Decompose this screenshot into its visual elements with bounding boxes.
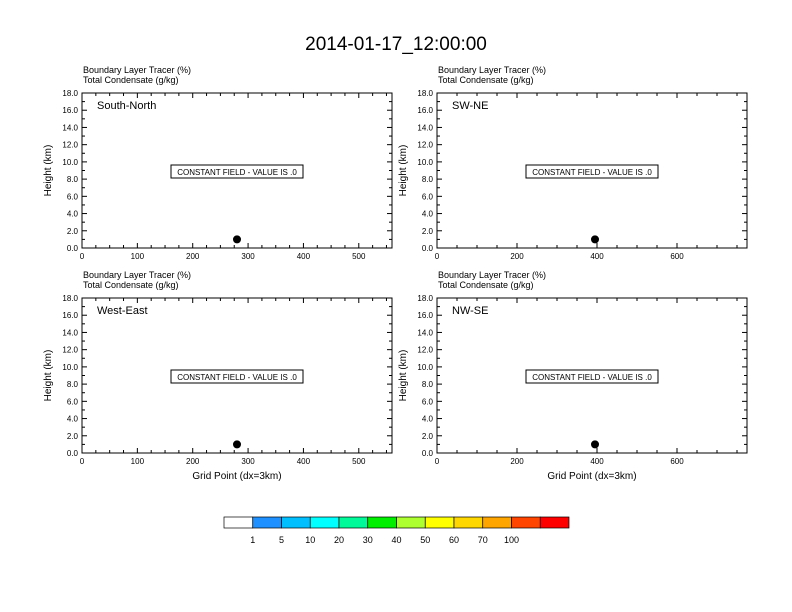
- panel-3: [43, 270, 392, 482]
- x-axis-label: Grid Point (dx=3km): [192, 471, 282, 482]
- colorbar-segment: [483, 517, 512, 528]
- panel-4: [398, 270, 747, 482]
- x-tick-label: 300: [241, 252, 255, 261]
- x-tick-label: 500: [352, 457, 366, 466]
- x-tick-label: 300: [241, 457, 255, 466]
- y-tick-label: 0.0: [421, 449, 433, 458]
- data-point: [233, 235, 241, 243]
- y-tick-label: 14.0: [417, 328, 433, 338]
- y-tick-label: 0.0: [66, 449, 78, 458]
- panel-header-line: Total Condensate (g/kg): [438, 280, 534, 290]
- colorbar-segment: [425, 517, 454, 528]
- y-tick-label: 10.0: [62, 157, 78, 167]
- y-tick-label: 8.0: [66, 175, 78, 185]
- x-tick-label: 400: [590, 252, 604, 261]
- panel-header-line: Total Condensate (g/kg): [83, 75, 179, 85]
- message-text: CONSTANT FIELD - VALUE IS .0: [177, 373, 297, 382]
- x-tick-label: 400: [296, 252, 311, 261]
- colorbar-label: 40: [391, 535, 402, 545]
- y-tick-label: 6.0: [66, 192, 78, 202]
- y-tick-label: 16.0: [417, 311, 433, 321]
- y-tick-label: 16.0: [417, 106, 433, 116]
- y-tick-label: 2.0: [421, 431, 433, 441]
- x-tick-label: 200: [510, 252, 524, 261]
- y-tick-label: 4.0: [66, 414, 78, 424]
- y-tick-label: 4.0: [66, 209, 78, 219]
- y-tick-label: 12.0: [62, 140, 78, 150]
- x-tick-label: 0: [434, 252, 440, 261]
- y-tick-label: 4.0: [421, 209, 433, 219]
- x-tick-label: 400: [296, 457, 311, 466]
- y-axis-label: Height (km): [43, 144, 54, 197]
- colorbar-segment: [512, 517, 541, 528]
- x-tick-label: 0: [434, 457, 440, 466]
- colorbar-label: 70: [477, 535, 488, 545]
- data-point: [233, 440, 241, 448]
- figure-title: 2014-01-17_12:00:00: [305, 34, 487, 55]
- panel-2: [398, 65, 747, 261]
- x-axis-label: Grid Point (dx=3km): [547, 471, 637, 482]
- colorbar: [224, 517, 569, 545]
- message-text: CONSTANT FIELD - VALUE IS .0: [532, 168, 652, 177]
- colorbar-segment: [282, 517, 311, 528]
- colorbar-label: 100: [503, 535, 520, 545]
- x-tick-label: 600: [670, 252, 684, 261]
- y-tick-label: 0.0: [421, 244, 433, 253]
- colorbar-segment: [397, 517, 426, 528]
- x-tick-label: 200: [186, 457, 200, 466]
- y-tick-label: 6.0: [66, 397, 78, 407]
- colorbar-label: 1: [250, 535, 256, 545]
- panel-header-line: Boundary Layer Tracer (%): [438, 270, 547, 280]
- y-tick-label: 8.0: [421, 175, 433, 185]
- y-tick-label: 12.0: [417, 140, 433, 150]
- y-tick-label: 14.0: [62, 328, 78, 338]
- colorbar-segment: [310, 517, 339, 528]
- panel-header-line: Total Condensate (g/kg): [438, 75, 534, 85]
- x-tick-label: 100: [130, 252, 145, 261]
- x-tick-label: 0: [79, 252, 85, 261]
- y-tick-label: 18.0: [62, 89, 78, 98]
- y-tick-label: 8.0: [66, 380, 78, 390]
- panel-header-line: Boundary Layer Tracer (%): [83, 270, 192, 280]
- y-tick-label: 12.0: [417, 345, 433, 355]
- y-axis-label: Height (km): [43, 349, 54, 402]
- data-point: [591, 440, 599, 448]
- panel-label: SW-NE: [452, 100, 489, 112]
- y-axis-label: Height (km): [398, 349, 409, 402]
- colorbar-segment: [224, 517, 253, 528]
- data-point: [591, 235, 599, 243]
- message-text: CONSTANT FIELD - VALUE IS .0: [177, 168, 297, 177]
- colorbar-label: 60: [448, 535, 460, 545]
- y-tick-label: 16.0: [62, 311, 78, 321]
- x-tick-label: 200: [186, 252, 200, 261]
- panel-label: NW-SE: [452, 305, 489, 317]
- colorbar-segment: [339, 517, 368, 528]
- panel-header-line: Boundary Layer Tracer (%): [438, 65, 547, 75]
- x-tick-label: 100: [130, 457, 145, 466]
- message-text: CONSTANT FIELD - VALUE IS .0: [532, 373, 652, 382]
- y-tick-label: 10.0: [62, 362, 78, 372]
- y-axis-label: Height (km): [398, 144, 409, 197]
- colorbar-segment: [368, 517, 397, 528]
- panel-label: West-East: [97, 305, 148, 317]
- y-tick-label: 6.0: [421, 192, 433, 202]
- y-tick-label: 12.0: [62, 345, 78, 355]
- y-tick-label: 2.0: [66, 226, 78, 236]
- x-tick-label: 400: [590, 457, 604, 466]
- colorbar-label: 30: [362, 535, 373, 545]
- y-tick-label: 2.0: [66, 431, 78, 441]
- y-tick-label: 0.0: [66, 244, 78, 253]
- colorbar-label: 20: [333, 535, 345, 545]
- x-tick-label: 200: [510, 457, 524, 466]
- y-tick-label: 14.0: [417, 123, 433, 133]
- y-tick-label: 10.0: [417, 157, 433, 167]
- y-tick-label: 8.0: [421, 380, 433, 390]
- colorbar-segment: [454, 517, 483, 528]
- panel-header-line: Boundary Layer Tracer (%): [83, 65, 192, 75]
- y-tick-label: 4.0: [421, 414, 433, 424]
- y-tick-label: 18.0: [417, 294, 433, 303]
- panels: [43, 65, 747, 482]
- y-tick-label: 2.0: [421, 226, 433, 236]
- y-tick-label: 18.0: [62, 294, 78, 303]
- y-tick-label: 18.0: [417, 89, 433, 98]
- y-tick-label: 16.0: [62, 106, 78, 116]
- colorbar-label: 5: [278, 535, 285, 545]
- y-tick-label: 10.0: [417, 362, 433, 372]
- x-tick-label: 500: [352, 252, 366, 261]
- colorbar-segment: [540, 517, 569, 528]
- x-tick-label: 600: [670, 457, 684, 466]
- colorbar-segment: [253, 517, 282, 528]
- colorbar-label: 50: [420, 535, 431, 545]
- colorbar-label: 10: [305, 535, 316, 545]
- y-tick-label: 6.0: [421, 397, 433, 407]
- panel-header-line: Total Condensate (g/kg): [83, 280, 179, 290]
- y-tick-label: 14.0: [62, 123, 78, 133]
- x-tick-label: 0: [79, 457, 85, 466]
- panel-1: [43, 65, 392, 261]
- panel-label: South-North: [97, 100, 157, 112]
